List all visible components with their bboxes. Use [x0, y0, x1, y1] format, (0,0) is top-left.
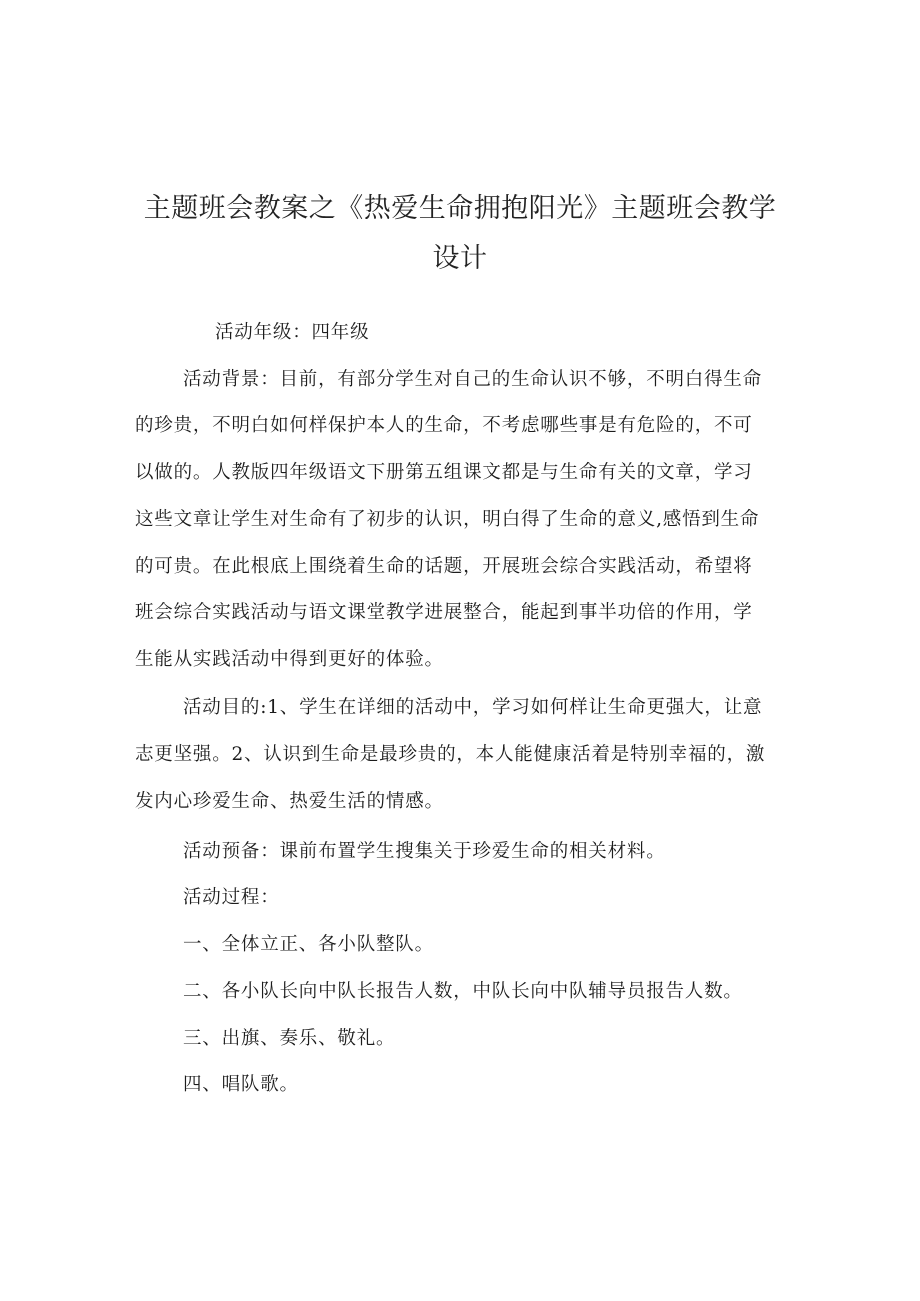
- paragraph-line: 活动背景：目前，有部分学生对自己的生命认识不够，不明白得生命: [183, 369, 763, 390]
- paragraph-line: 这些文章让学生对生命有了初步的认识，明白得了生命的意义,感悟到生命: [135, 509, 760, 530]
- paragraph-line: 发内心珍爱生命、热爱生活的情感。: [135, 791, 444, 812]
- list-item: 三、出旗、奏乐、敬礼。: [183, 1028, 396, 1049]
- paragraph-line: 活动目的:1、学生在详细的活动中，学习如何样让生命更强大，让意: [183, 697, 763, 718]
- paragraph-line: 生能从实践活动中得到更好的体验。: [135, 649, 444, 670]
- document-title: [130, 184, 790, 284]
- paragraph-line: 的可贵。在此根底上围绕着生命的话题，开展班会综合实践活动，希望将: [135, 556, 753, 577]
- paragraph-line: 班会综合实践活动与语文课堂教学进展整合，能起到事半功倍的作用，学: [135, 602, 753, 623]
- list-item: 一、全体立正、各小队整队。: [183, 934, 434, 955]
- title-line-2: 设计: [432, 243, 488, 274]
- activity-grade: 活动年级：四年级: [215, 322, 370, 343]
- paragraph-line: 以做的。人教版四年级语文下册第五组课文都是与生命有关的文章，学习: [135, 462, 753, 483]
- paragraph-line: 活动预备：课前布置学生搜集关于珍爱生命的相关材料。: [183, 841, 666, 862]
- paragraph-line: 活动过程：: [183, 887, 280, 908]
- title-line-1: 主题班会教案之《热爱生命拥抱阳光》主题班会教学: [143, 193, 777, 224]
- list-item: 四、唱队歌。: [183, 1074, 299, 1095]
- list-item: 二、各小队长向中队长报告人数，中队长向中队辅导员报告人数。: [183, 981, 743, 1002]
- paragraph-line: 的珍贵，不明白如何样保护本人的生命，不考虑哪些事是有危险的，不可: [135, 415, 753, 436]
- paragraph-line: 志更坚强。2、认识到生命是最珍贵的，本人能健康活着是特别幸福的，激: [135, 744, 766, 765]
